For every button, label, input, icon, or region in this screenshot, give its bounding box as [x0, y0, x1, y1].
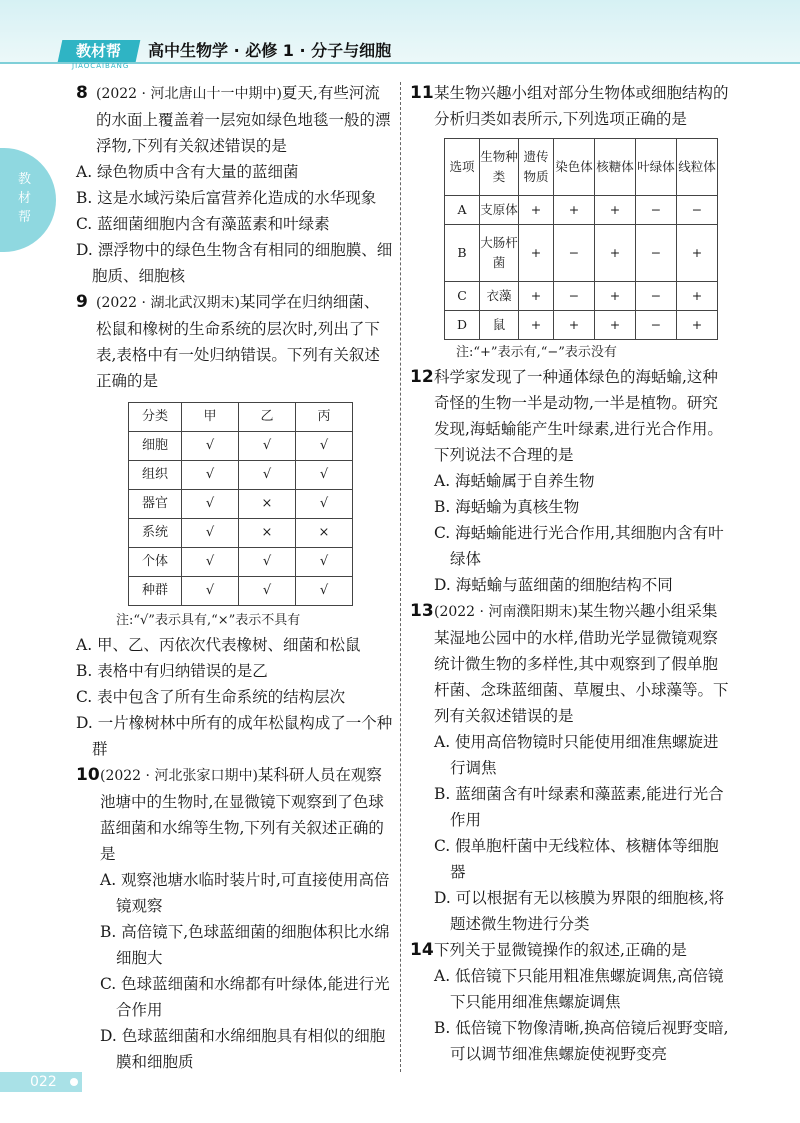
question-stem: 科学家发现了一种通体绿色的海蛞蝓,这种奇怪的生物一半是动物,一半是植物。研究发现,海蛞蝓能产生叶绿素,进行光合作用。下列说法不合理的是	[434, 368, 723, 464]
table-header-cell: 乙	[239, 403, 296, 432]
table-cell: √	[296, 461, 353, 490]
option-b: B. 低倍镜下物像清晰,换高倍镜后视野变暗,可以调节细准焦螺旋使视野变亮	[434, 1019, 729, 1063]
question-stem: 某生物兴趣小组采集某湿地公园中的水样,借助光学显微镜观察统计微生物的多样性,其中观察到了假单胞杆菌、念珠蓝细菌、草履虫、小球藻等。下列有关叙述错误的是	[434, 602, 729, 725]
table-cell: D	[445, 311, 480, 340]
brand-subtitle: JIAOCAIBANG	[72, 62, 130, 70]
question-number: 10	[76, 765, 100, 785]
table-cell: 大肠杆菌	[480, 225, 519, 282]
table-cell: 衣藻	[480, 282, 519, 311]
table-cell: +	[519, 225, 554, 282]
question-stem: 某科研人员在观察池塘中的生物时,在显微镜下观察到了色球蓝细菌和水绵等生物,下列有关叙述正确的是	[100, 766, 384, 863]
option-c: C. 色球蓝细菌和水绵都有叶绿体,能进行光合作用	[100, 975, 390, 1019]
table-header-row	[129, 403, 353, 432]
question-stem: 下列关于显微镜操作的叙述,正确的是	[434, 941, 687, 959]
table-cell: +	[677, 311, 718, 340]
option-b: B. 高倍镜下,色球蓝细菌的细胞体积比水绵细胞大	[100, 923, 390, 967]
table-cell: √	[239, 461, 296, 490]
option-a: A. 甲、乙、丙依次代表橡树、细菌和松鼠	[76, 636, 361, 654]
table-cell: √	[239, 548, 296, 577]
table-note: 注:“+”表示有,“−”表示没有	[456, 345, 617, 360]
question-source: (2022 · 河北唐山十一中期中)	[96, 86, 282, 102]
option-c: C. 海蛞蝓能进行光合作用,其细胞内含有叶绿体	[434, 524, 724, 568]
table-header-cell: 叶绿体	[636, 139, 677, 196]
table-cell: +	[595, 225, 636, 282]
table-cell: ×	[296, 519, 353, 548]
table-cell: +	[677, 225, 718, 282]
table-cell: 个体	[129, 548, 182, 577]
table-row	[445, 196, 718, 225]
table-cell: √	[182, 461, 239, 490]
table-cell: +	[519, 282, 554, 311]
table-cell: +	[519, 196, 554, 225]
option-a: A. 观察池塘水临时装片时,可直接使用高倍镜观察	[100, 871, 390, 915]
table-cell: √	[296, 432, 353, 461]
question-source: (2022 · 河南濮阳期末)	[434, 604, 578, 620]
table-cell: 支原体	[480, 196, 519, 225]
option-d: D. 一片橡树林中所有的成年松鼠构成了一个种群	[76, 714, 393, 758]
question-number: 12	[410, 367, 434, 387]
table-row	[129, 461, 353, 490]
table-cell: ×	[239, 519, 296, 548]
table-header-cell: 遗传物质	[519, 139, 554, 196]
table-cell: B	[445, 225, 480, 282]
table-cell: −	[554, 225, 595, 282]
option-a: A. 绿色物质中含有大量的蓝细菌	[76, 163, 299, 181]
question-10	[76, 762, 394, 1075]
table-cell: +	[554, 311, 595, 340]
option-c: C. 假单胞杆菌中无线粒体、核糖体等细胞器	[434, 837, 719, 881]
left-column	[76, 80, 394, 1075]
question-stem: 某同学在归纳细菌、松鼠和橡树的生命系统的层次时,列出了下表,表格中有一处归纳错误。下列有关叙述正确的是	[96, 293, 380, 390]
table-cell: −	[636, 225, 677, 282]
table-cell: +	[595, 282, 636, 311]
table-cell: −	[636, 311, 677, 340]
side-tab-label: 教材帮	[18, 172, 32, 225]
table-cell: √	[239, 432, 296, 461]
table-cell: ×	[239, 490, 296, 519]
table-cell: −	[554, 282, 595, 311]
table-cell: 系统	[129, 519, 182, 548]
table-cell: +	[595, 196, 636, 225]
table-cell: 组织	[129, 461, 182, 490]
question-12	[410, 364, 730, 598]
table-row	[129, 519, 353, 548]
table-cell: √	[182, 490, 239, 519]
question-14	[410, 937, 730, 1067]
question-8	[76, 80, 394, 289]
option-d: D. 可以根据有无以核膜为界限的细胞核,将题述微生物进行分类	[434, 889, 725, 933]
table-cell: √	[296, 548, 353, 577]
question-number: 13	[410, 601, 434, 621]
page-dot-icon	[70, 1078, 78, 1086]
option-d: D. 海蛞蝓与蓝细菌的细胞结构不同	[434, 576, 673, 594]
table-cell: +	[595, 311, 636, 340]
question-9	[76, 289, 394, 762]
right-column	[410, 80, 730, 1067]
option-d: D. 漂浮物中的绿色生物含有相同的细胞膜、细胞质、细胞核	[76, 241, 393, 285]
table-cell: +	[677, 282, 718, 311]
structure-table	[444, 138, 718, 340]
option-b: B. 这是水域污染后富营养化造成的水华现象	[76, 189, 377, 207]
option-c: C. 蓝细菌细胞内含有藻蓝素和叶绿素	[76, 215, 330, 233]
table-cell: √	[182, 548, 239, 577]
table-cell: √	[239, 577, 296, 606]
question-stem: 夏天,有些河流的水面上覆盖着一层宛如绿色地毯一般的漂浮物,下列有关叙述错误的是	[96, 84, 391, 155]
table-cell: √	[182, 577, 239, 606]
table-header-row	[445, 139, 718, 196]
table-cell: √	[296, 490, 353, 519]
table-header-cell: 丙	[296, 403, 353, 432]
option-a: A. 低倍镜下只能用粗准焦螺旋调焦,高倍镜下只能用细准焦螺旋调焦	[434, 967, 724, 1011]
table-cell: +	[554, 196, 595, 225]
table-header-cell: 选项	[445, 139, 480, 196]
table-cell: √	[182, 519, 239, 548]
table-cell: −	[636, 282, 677, 311]
option-a: A. 使用高倍物镜时只能使用细准焦螺旋进行调焦	[434, 733, 719, 777]
option-a: A. 海蛞蝓属于自养生物	[434, 472, 595, 490]
table-header-cell: 分类	[129, 403, 182, 432]
table-cell: 细胞	[129, 432, 182, 461]
question-11	[410, 80, 730, 364]
table-cell: √	[182, 432, 239, 461]
option-c: C. 表中包含了所有生命系统的结构层次	[76, 688, 346, 706]
question-source: (2022 · 河北张家口期中)	[100, 768, 258, 784]
table-row	[445, 282, 718, 311]
table-header-cell: 甲	[182, 403, 239, 432]
question-source: (2022 · 湖北武汉期末)	[96, 295, 240, 311]
classification-table	[128, 402, 353, 606]
table-header-cell: 线粒体	[677, 139, 718, 196]
table-cell: 器官	[129, 490, 182, 519]
table-header-cell: 染色体	[554, 139, 595, 196]
table-cell: 鼠	[480, 311, 519, 340]
table-cell: −	[677, 196, 718, 225]
question-number: 11	[410, 83, 434, 103]
table-cell: A	[445, 196, 480, 225]
book-title: 高中生物学 · 必修 1 · 分子与细胞	[148, 41, 392, 60]
table-row	[445, 311, 718, 340]
brand-logo: 教材帮	[58, 40, 141, 62]
option-b: B. 蓝细菌含有叶绿素和藻蓝素,能进行光合作用	[434, 785, 724, 829]
table-note: 注:“√”表示具有,“×”表示不具有	[116, 613, 301, 628]
table-row	[129, 548, 353, 577]
table-cell: −	[636, 196, 677, 225]
table-row	[129, 432, 353, 461]
question-stem: 某生物兴趣小组对部分生物体或细胞结构的分析归类如表所示,下列选项正确的是	[434, 84, 729, 128]
table-cell: √	[296, 577, 353, 606]
page-number: 022	[30, 1074, 57, 1090]
option-b: B. 海蛞蝓为真核生物	[434, 498, 580, 516]
table-cell: +	[519, 311, 554, 340]
question-number: 8	[76, 83, 88, 103]
table-row	[129, 490, 353, 519]
table-row	[129, 577, 353, 606]
question-13	[410, 598, 730, 937]
question-number: 14	[410, 940, 434, 960]
table-cell: 种群	[129, 577, 182, 606]
table-row	[445, 225, 718, 282]
option-d: D. 色球蓝细菌和水绵细胞具有相似的细胞膜和细胞质	[100, 1027, 386, 1071]
table-cell: C	[445, 282, 480, 311]
option-b: B. 表格中有归纳错误的是乙	[76, 662, 268, 680]
table-header-cell: 生物种类	[480, 139, 519, 196]
table-header-cell: 核糖体	[595, 139, 636, 196]
column-divider	[400, 82, 401, 1072]
question-number: 9	[76, 292, 88, 312]
